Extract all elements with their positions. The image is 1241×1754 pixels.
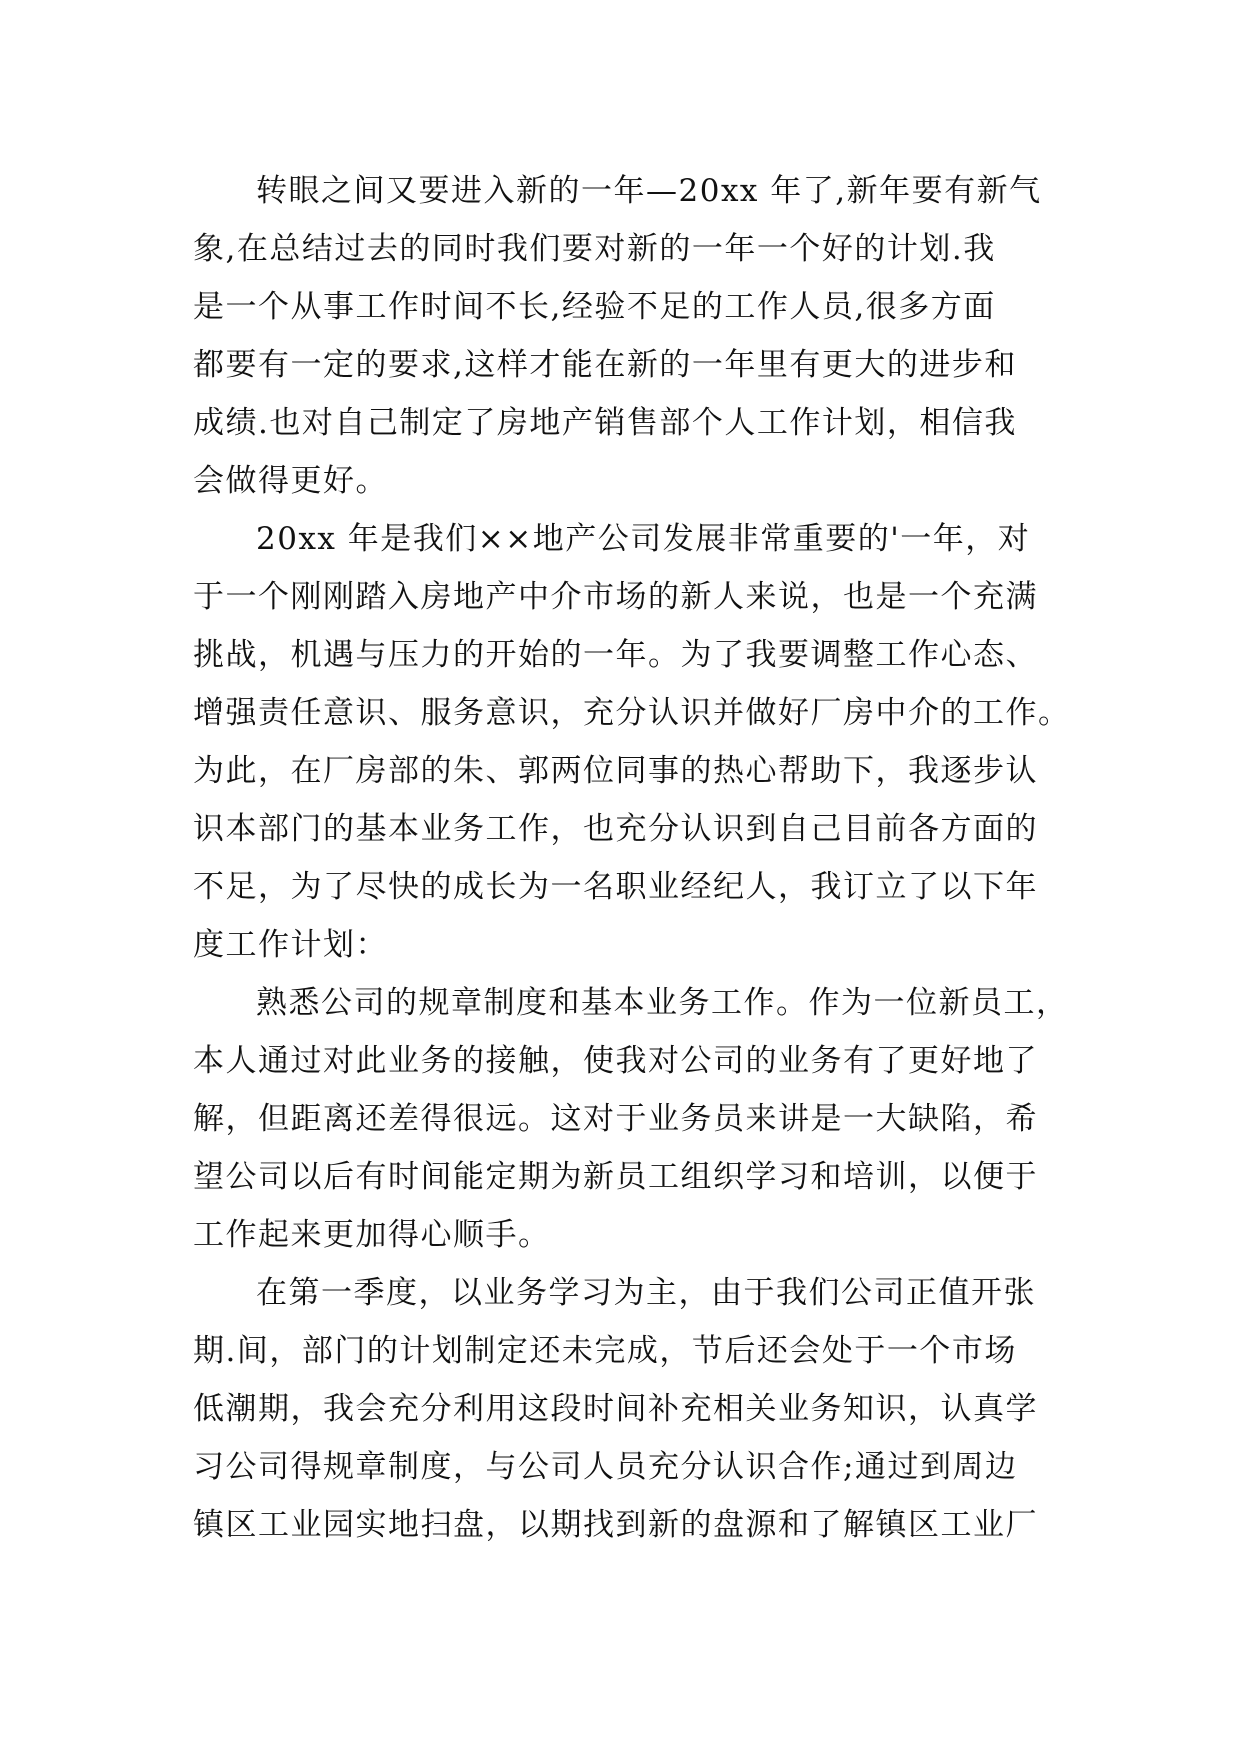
- paragraph-4-line-1: 在第一季度，以业务学习为主，由于我们公司正值开张: [256, 1275, 1036, 1311]
- paragraph-2-line-2: 于一个刚刚踏入房地产中介市场的新人来说，也是一个充满: [193, 579, 1038, 615]
- paragraph-4-line-3: 低潮期，我会充分利用这段时间补充相关业务知识，认真学: [193, 1391, 1038, 1427]
- paragraph-1-line-3: 是一个从事工作时间不长,经验不足的工作人员,很多方面: [193, 289, 996, 325]
- paragraph-4-line-4: 习公司得规章制度，与公司人员充分认识合作;通过到周边: [193, 1449, 1018, 1485]
- paragraph-2-line-8: 度工作计划：: [193, 927, 388, 963]
- paragraph-1-line-5: 成绩.也对自己制定了房地产销售部个人工作计划，相信我: [193, 405, 1017, 441]
- paragraph-4-line-2: 期.间，部门的计划制定还未完成，节后还会处于一个市场: [193, 1333, 1017, 1369]
- paragraph-3-line-2: 本人通过对此业务的接触，使我对公司的业务有了更好地了: [193, 1043, 1038, 1079]
- paragraph-1-line-4: 都要有一定的要求,这样才能在新的一年里有更大的进步和: [193, 347, 1017, 383]
- paragraph-2-line-6: 识本部门的基本业务工作，也充分认识到自己目前各方面的: [193, 811, 1038, 847]
- paragraph-2-line-1: 20xx 年是我们××地产公司发展非常重要的'一年，对: [256, 521, 1031, 557]
- paragraph-1-line-6: 会做得更好。: [193, 463, 388, 499]
- paragraph-2-line-7: 不足，为了尽快的成长为一名职业经纪人，我订立了以下年: [193, 869, 1038, 905]
- paragraph-3-line-4: 望公司以后有时间能定期为新员工组织学习和培训，以便于: [193, 1159, 1038, 1195]
- paragraph-2-line-4: 增强责任意识、服务意识，充分认识并做好厂房中介的工作。: [193, 695, 1071, 731]
- paragraph-2-line-3: 挑战，机遇与压力的开始的一年。为了我要调整工作心态、: [193, 637, 1038, 673]
- paragraph-3-line-3: 解，但距离还差得很远。这对于业务员来讲是一大缺陷，希: [193, 1101, 1038, 1137]
- paragraph-1-line-2: 象,在总结过去的同时我们要对新的一年一个好的计划.我: [193, 231, 996, 267]
- paragraph-2-line-5: 为此，在厂房部的朱、郭两位同事的热心帮助下，我逐步认: [193, 753, 1038, 789]
- paragraph-4-line-5: 镇区工业园实地扫盘，以期找到新的盘源和了解镇区工业厂: [193, 1507, 1038, 1543]
- document-body: [193, 162, 1073, 1554]
- paragraph-3-line-1: 熟悉公司的规章制度和基本业务工作。作为一位新员工，: [256, 985, 1069, 1021]
- paragraph-1-line-1: 转眼之间又要进入新的一年—20xx 年了,新年要有新气: [256, 173, 1042, 209]
- paragraph-3-line-5: 工作起来更加得心顺手。: [193, 1217, 551, 1253]
